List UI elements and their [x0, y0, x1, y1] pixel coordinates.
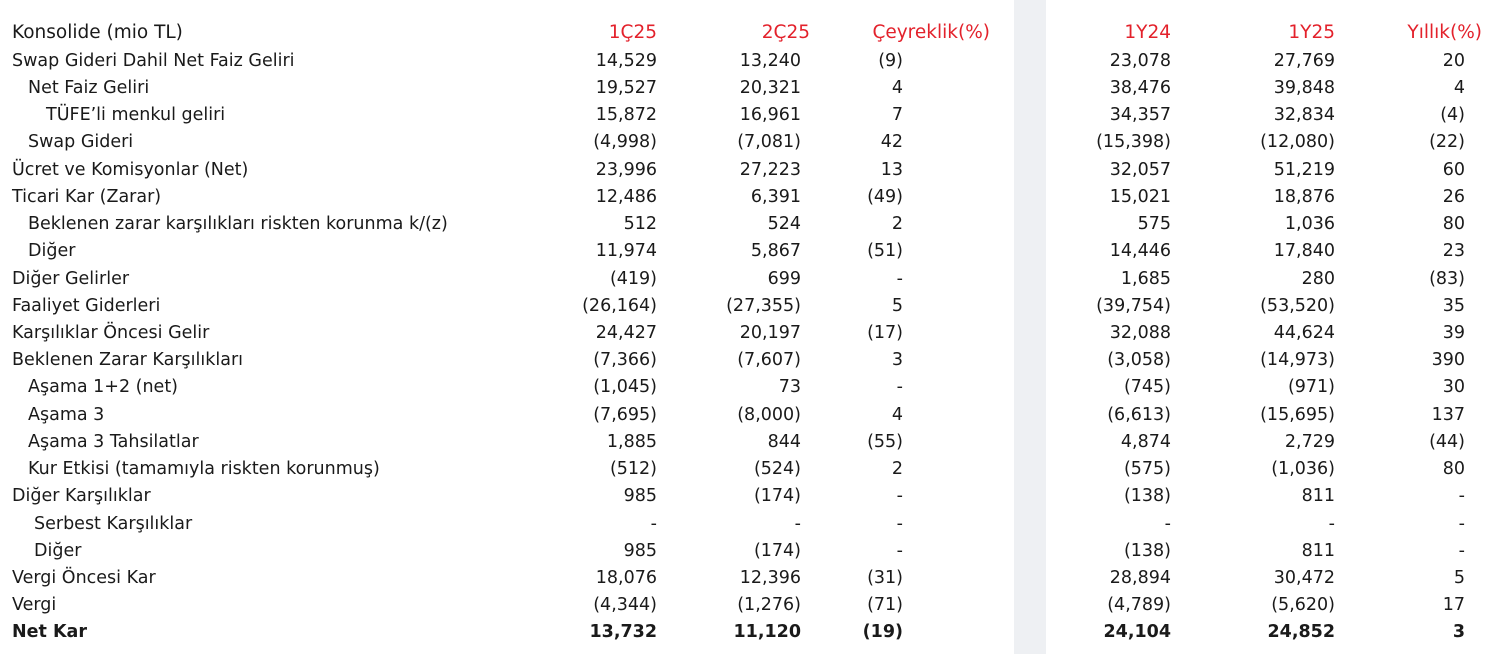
y1-value: 14,446 [1109, 241, 1171, 261]
q2-value: (174) [753, 486, 801, 506]
q1-value: (26,164) [582, 296, 657, 316]
q1-value: 19,527 [595, 78, 657, 98]
row-label: Net Faiz Geliri [28, 78, 150, 98]
q1-value: 985 [623, 486, 657, 506]
q1-value: (4,998) [593, 132, 657, 152]
y2-value: (53,520) [1260, 296, 1335, 316]
q2-value: (524) [753, 459, 801, 479]
row-label: Vergi [12, 595, 57, 615]
y1-value: (6,613) [1107, 405, 1171, 425]
table-row [0, 293, 1500, 320]
yearly-change-value: - [1458, 486, 1465, 506]
table-row [0, 592, 1500, 619]
q2-value: 13,240 [739, 51, 801, 71]
quarterly-change-value: - [896, 514, 903, 534]
table-row [0, 429, 1500, 456]
y1-value: (39,754) [1096, 296, 1171, 316]
table-row [0, 238, 1500, 265]
y2-value: 280 [1301, 269, 1335, 289]
y1-value: 34,357 [1109, 105, 1171, 125]
q2-value: 699 [767, 269, 801, 289]
yearly-change-value: (22) [1429, 132, 1465, 152]
quarterly-change-value: (19) [862, 622, 903, 642]
table-row [0, 538, 1500, 565]
row-label: Aşama 3 [28, 405, 105, 425]
y2-value: 51,219 [1273, 160, 1335, 180]
yearly-change-value: 20 [1442, 51, 1465, 71]
quarterly-change-value: (31) [867, 568, 903, 588]
y2-value: 811 [1301, 541, 1335, 561]
header-quarterly-change: Çeyreklik(%) [872, 22, 990, 43]
q1-value: 24,427 [595, 323, 657, 343]
y1-value: 32,088 [1109, 323, 1171, 343]
table-row [0, 184, 1500, 211]
y2-value: (14,973) [1260, 350, 1335, 370]
q2-value: 20,321 [739, 78, 801, 98]
q1-value: (4,344) [593, 595, 657, 615]
quarterly-change-value: 4 [891, 405, 903, 425]
table-row [0, 102, 1500, 129]
yearly-change-value: 80 [1442, 214, 1465, 234]
q2-value: 12,396 [739, 568, 801, 588]
q1-value: 15,872 [595, 105, 657, 125]
yearly-change-value: - [1458, 514, 1465, 534]
y2-value: 27,769 [1273, 51, 1335, 71]
table-row [0, 347, 1500, 374]
y1-value: (575) [1123, 459, 1171, 479]
yearly-change-value: - [1458, 541, 1465, 561]
y1-value: 15,021 [1109, 187, 1171, 207]
quarterly-change-value: (49) [867, 187, 903, 207]
row-label: Swap Gideri Dahil Net Faiz Geliri [12, 51, 295, 71]
q2-value: (1,276) [737, 595, 801, 615]
row-label: Beklenen zarar karşılıkları riskten korunma k/(z) [28, 214, 448, 234]
row-label: Serbest Karşılıklar [34, 514, 193, 534]
y2-value: - [1328, 514, 1335, 534]
yearly-change-value: 35 [1442, 296, 1465, 316]
q2-value: (8,000) [737, 405, 801, 425]
quarterly-change-value: - [896, 377, 903, 397]
q2-value: 844 [767, 432, 801, 452]
q1-value: 1,885 [606, 432, 657, 452]
y1-value: 38,476 [1109, 78, 1171, 98]
q2-value: 524 [767, 214, 801, 234]
q2-value: (174) [753, 541, 801, 561]
table-row [0, 266, 1500, 293]
yearly-change-value: 30 [1442, 377, 1465, 397]
y2-value: 17,840 [1273, 241, 1335, 261]
y1-value: (15,398) [1096, 132, 1171, 152]
row-label: Swap Gideri [28, 132, 134, 152]
row-label: Diğer [34, 541, 82, 561]
quarterly-change-value: 3 [891, 350, 903, 370]
quarterly-change-value: - [896, 541, 903, 561]
table-row [0, 511, 1500, 538]
q1-value: 14,529 [595, 51, 657, 71]
quarterly-change-value: 4 [891, 78, 903, 98]
q2-value: 73 [778, 377, 801, 397]
quarterly-change-value: 2 [891, 214, 903, 234]
quarterly-change-value: (9) [878, 51, 903, 71]
y1-value: 4,874 [1120, 432, 1171, 452]
table-row [0, 402, 1500, 429]
yearly-change-value: 39 [1442, 323, 1465, 343]
y1-value: (745) [1123, 377, 1171, 397]
header-q2: 2Ç25 [761, 22, 810, 43]
yearly-change-value: (44) [1429, 432, 1465, 452]
y2-value: 811 [1301, 486, 1335, 506]
y2-value: 2,729 [1284, 432, 1335, 452]
yearly-change-value: 3 [1452, 622, 1465, 642]
quarterly-change-value: - [896, 269, 903, 289]
row-label: Faaliyet Giderleri [12, 296, 161, 316]
y1-value: (4,789) [1107, 595, 1171, 615]
table-row [0, 619, 1500, 646]
y2-value: (12,080) [1260, 132, 1335, 152]
q1-value: (419) [609, 269, 657, 289]
y2-value: 18,876 [1273, 187, 1335, 207]
row-label: Kur Etkisi (tamamıyla riskten korunmuş) [28, 459, 380, 479]
quarterly-change-value: 13 [880, 160, 903, 180]
q2-value: 20,197 [739, 323, 801, 343]
table-row [0, 75, 1500, 102]
q1-value: 12,486 [595, 187, 657, 207]
y2-value: (5,620) [1271, 595, 1335, 615]
header-yearly-change: Yıllık(%) [1407, 22, 1482, 43]
quarterly-change-value: - [896, 486, 903, 506]
y2-value: 44,624 [1273, 323, 1335, 343]
row-label: Diğer Karşılıklar [12, 486, 151, 506]
table-row [0, 129, 1500, 156]
q2-value: 27,223 [739, 160, 801, 180]
q1-value: (7,366) [593, 350, 657, 370]
y2-value: (971) [1287, 377, 1335, 397]
table-header [0, 19, 1500, 46]
quarterly-change-value: 5 [891, 296, 903, 316]
row-label: Aşama 3 Tahsilatlar [28, 432, 199, 452]
row-label: Diğer Gelirler [12, 269, 130, 289]
quarterly-change-value: (51) [867, 241, 903, 261]
row-label: Ücret ve Komisyonlar (Net) [12, 160, 249, 180]
table-row [0, 483, 1500, 510]
yearly-change-value: (4) [1440, 105, 1465, 125]
table-row [0, 48, 1500, 75]
y2-value: 1,036 [1284, 214, 1335, 234]
header-y1: 1Y24 [1124, 22, 1171, 43]
yearly-change-value: 60 [1442, 160, 1465, 180]
q1-value: 512 [623, 214, 657, 234]
q1-value: 985 [623, 541, 657, 561]
row-label: Diğer [28, 241, 76, 261]
y1-value: 1,685 [1120, 269, 1171, 289]
q2-value: 16,961 [739, 105, 801, 125]
header-y2: 1Y25 [1288, 22, 1335, 43]
table-row [0, 374, 1500, 401]
y1-value: (138) [1123, 541, 1171, 561]
q2-value: (27,355) [726, 296, 801, 316]
table-row [0, 456, 1500, 483]
y1-value: 28,894 [1109, 568, 1171, 588]
yearly-change-value: 26 [1442, 187, 1465, 207]
y1-value: (3,058) [1107, 350, 1171, 370]
q1-value: (512) [609, 459, 657, 479]
q1-value: (1,045) [593, 377, 657, 397]
row-label: Vergi Öncesi Kar [12, 568, 156, 588]
q1-value: 23,996 [595, 160, 657, 180]
header-q1: 1Ç25 [608, 22, 657, 43]
yearly-change-value: 4 [1453, 78, 1465, 98]
y1-value: 23,078 [1109, 51, 1171, 71]
quarterly-change-value: (17) [867, 323, 903, 343]
q1-value: 13,732 [589, 622, 657, 642]
q1-value: 11,974 [595, 241, 657, 261]
q2-value: 5,867 [750, 241, 801, 261]
q2-value: 6,391 [750, 187, 801, 207]
yearly-change-value: 390 [1431, 350, 1465, 370]
yearly-change-value: 5 [1453, 568, 1465, 588]
quarterly-change-value: 2 [891, 459, 903, 479]
row-label: Beklenen Zarar Karşılıkları [12, 350, 244, 370]
y2-value: 39,848 [1273, 78, 1335, 98]
row-label: Karşılıklar Öncesi Gelir [12, 323, 210, 343]
yearly-change-value: 137 [1431, 405, 1465, 425]
q1-value: (7,695) [593, 405, 657, 425]
q2-value: 11,120 [733, 622, 801, 642]
y1-value: 32,057 [1109, 160, 1171, 180]
y2-value: (1,036) [1271, 459, 1335, 479]
table-row [0, 157, 1500, 184]
yearly-change-value: 80 [1442, 459, 1465, 479]
row-label: Ticari Kar (Zarar) [12, 187, 162, 207]
q2-value: (7,081) [737, 132, 801, 152]
q2-value: - [794, 514, 801, 534]
y2-value: 32,834 [1273, 105, 1335, 125]
y2-value: 24,852 [1267, 622, 1335, 642]
q2-value: (7,607) [737, 350, 801, 370]
table-row [0, 320, 1500, 347]
q1-value: 18,076 [595, 568, 657, 588]
yearly-change-value: (83) [1429, 269, 1465, 289]
quarterly-change-value: 42 [880, 132, 903, 152]
yearly-change-value: 23 [1442, 241, 1465, 261]
y1-value: 24,104 [1103, 622, 1171, 642]
table-row [0, 565, 1500, 592]
yearly-change-value: 17 [1442, 595, 1465, 615]
y1-value: - [1164, 514, 1171, 534]
table-row [0, 211, 1500, 238]
quarterly-change-value: (71) [867, 595, 903, 615]
row-label: Aşama 1+2 (net) [28, 377, 179, 397]
quarterly-change-value: (55) [867, 432, 903, 452]
y1-value: 575 [1137, 214, 1171, 234]
y2-value: 30,472 [1273, 568, 1335, 588]
quarterly-change-value: 7 [891, 105, 903, 125]
y2-value: (15,695) [1260, 405, 1335, 425]
y1-value: (138) [1123, 486, 1171, 506]
row-label: Net Kar [12, 622, 87, 642]
row-label: TÜFE’li menkul geliri [46, 105, 226, 125]
q1-value: - [650, 514, 657, 534]
table-title: Konsolide (mio TL) [12, 22, 183, 43]
